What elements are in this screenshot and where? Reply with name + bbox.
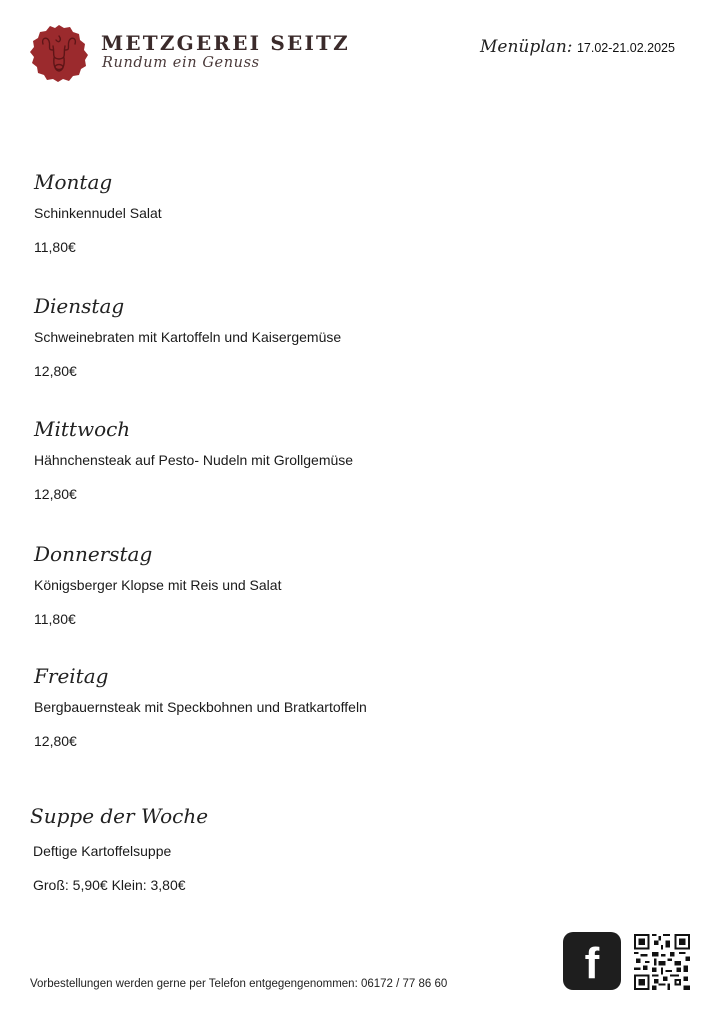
day-title: Freitag (34, 664, 109, 688)
soup-of-the-week (30, 804, 208, 894)
facebook-letter: f (584, 939, 600, 988)
day-dish: Königsberger Klopse mit Reis und Salat (34, 577, 282, 593)
menuplan-date-range: 17.02-21.02.2025 (576, 41, 675, 55)
soup-dish: Deftige Kartoffelsuppe (33, 843, 172, 859)
facebook-icon[interactable] (563, 932, 621, 990)
day-dish: Hähnchensteak auf Pesto- Nudeln mit Grollgemüse (34, 452, 354, 468)
day-title: Mittwoch (34, 417, 131, 441)
menu-day-thursday (34, 542, 281, 628)
day-title: Donnerstag (34, 542, 153, 566)
day-dish: Schweinebraten mit Kartoffeln und Kaisergemüse (34, 329, 342, 345)
menuplan-label: Menüplan: (480, 37, 573, 57)
menu-day-friday (34, 664, 367, 750)
brand-tagline: Rundum ein Genuss (102, 55, 260, 71)
brand-name: METZGEREI SEITZ (101, 31, 350, 55)
menuplan-header (480, 37, 675, 57)
day-price: 11,80€ (34, 611, 76, 627)
day-title: Montag (34, 170, 113, 194)
day-dish: Schinkennudel Salat (34, 205, 162, 221)
day-price: 12,80€ (34, 733, 77, 749)
day-price: 12,80€ (34, 363, 77, 379)
soup-price: Groß: 5,90€ Klein: 3,80€ (33, 877, 186, 893)
day-dish: Bergbauernsteak mit Speckbohnen und Bratkartoffeln (34, 699, 367, 715)
day-price: 11,80€ (34, 239, 76, 255)
butcher-seal-logo-icon (29, 24, 89, 82)
footer-preorder-note: Vorbestellungen werden gerne per Telefon entgegengenommen: 06172 / 77 86 60 (30, 978, 448, 990)
day-title: Dienstag (34, 294, 125, 318)
qr-code-icon[interactable] (634, 934, 690, 990)
day-price: 12,80€ (34, 486, 77, 502)
menu-day-wednesday (34, 417, 353, 503)
menu-day-monday (34, 170, 162, 256)
menu-day-tuesday (34, 294, 341, 380)
soup-title: Suppe der Woche (30, 804, 209, 828)
